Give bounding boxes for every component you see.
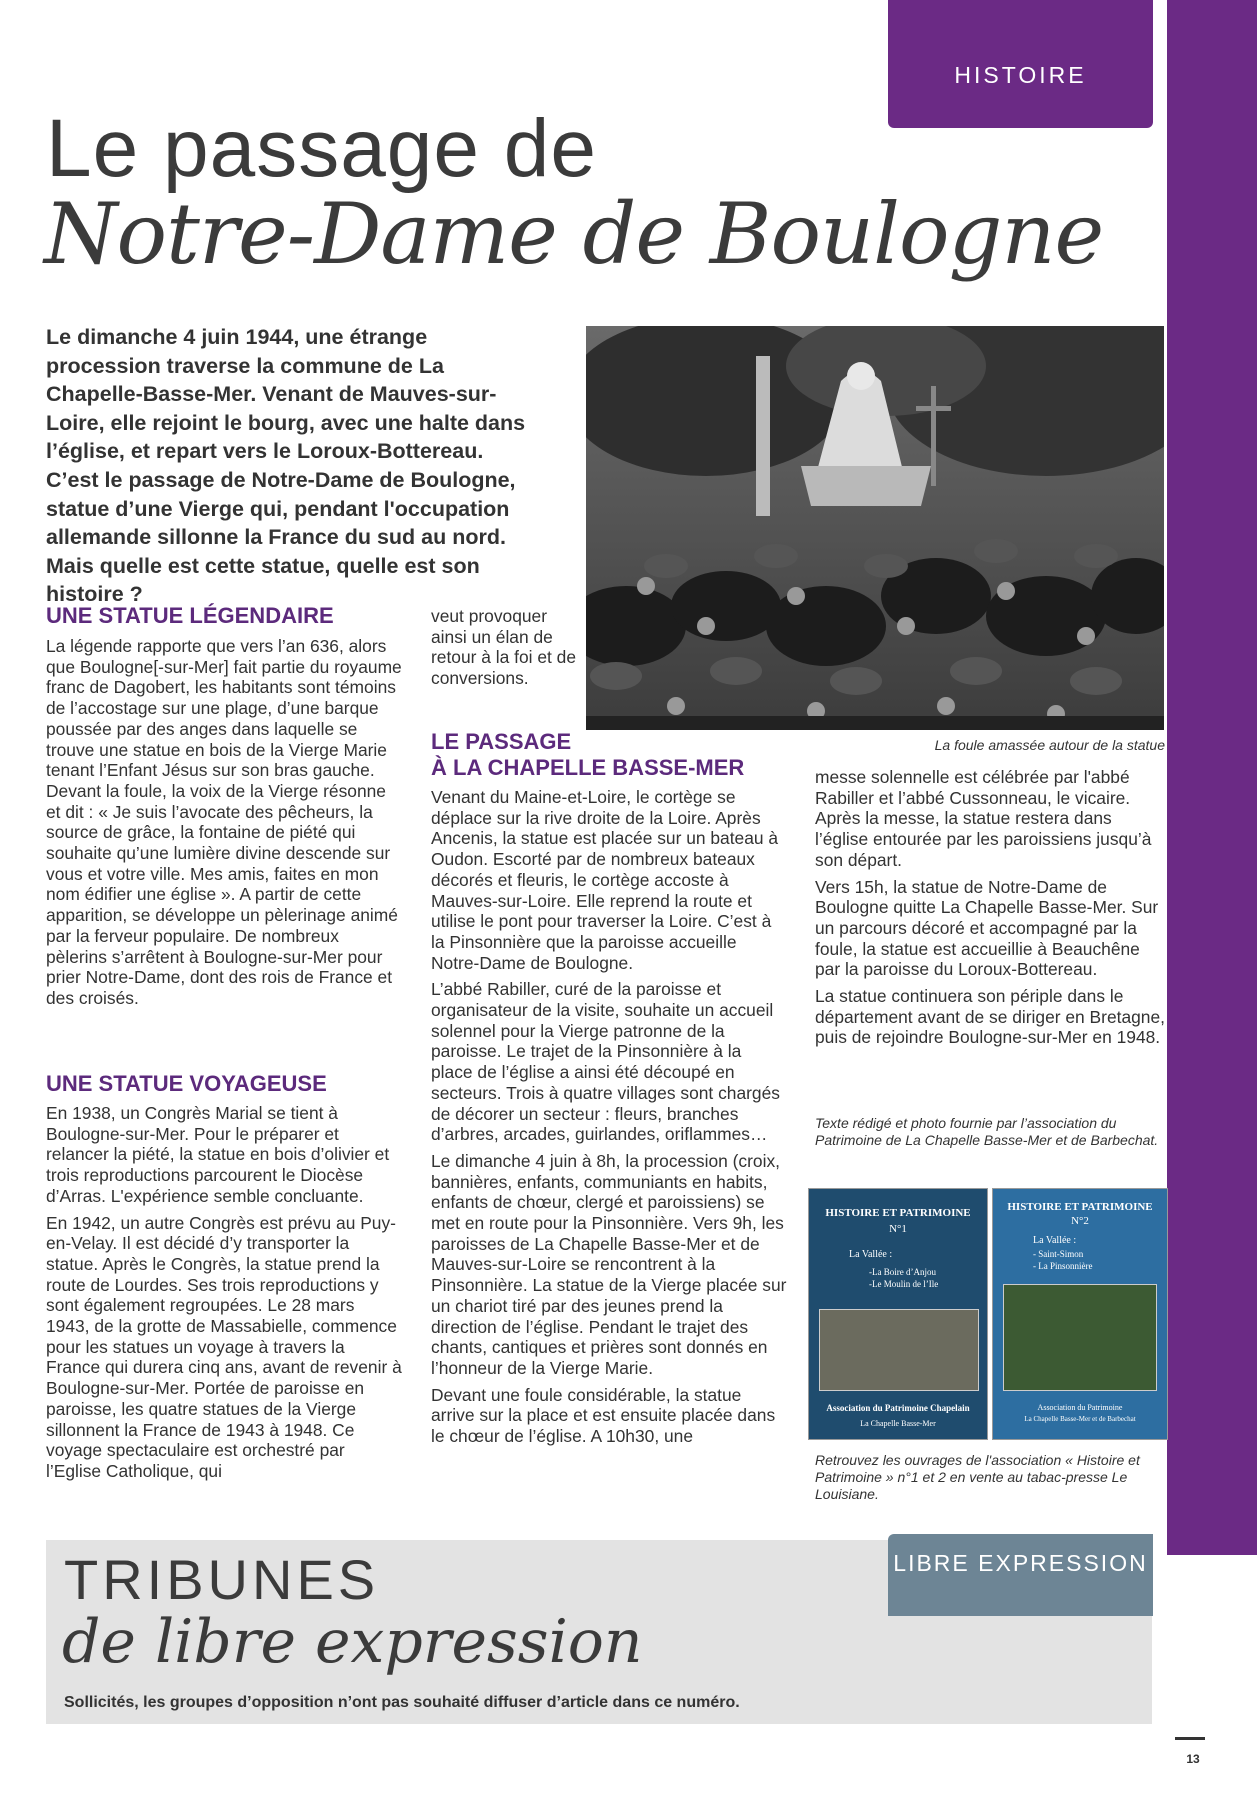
book-publisher: Association du Patrimoine Chapelain <box>826 1403 970 1413</box>
page-title-line1: Le passage de <box>46 103 598 194</box>
book-publisher: Association du Patrimoine <box>1037 1403 1123 1412</box>
book-item: -Le Moulin de l’Ile <box>869 1279 939 1289</box>
page-number-rule <box>1175 1737 1205 1740</box>
book-item: -La Boire d’Anjou <box>869 1267 936 1277</box>
paragraph: Venant du Maine-et-Loire, le cortège se déplace sur la rive droite de la Loire. Après Ancenis, la statue est placée sur un bateau à Oudon. Escorté par de nombreux bateaux décorés et fleuris, le cortège accoste à Mauves-sur-Loire. Elle reprend la route et utilise le pont pour traverser la Loire. C’est à la Pinsonnière que la paroisse accueille Notre-Dame de Boulogne. <box>431 787 779 973</box>
section-tab-label: HISTOIRE <box>954 62 1087 88</box>
book-photo <box>819 1309 979 1391</box>
section-title-voyageuse: UNE STATUE VOYAGEUSE <box>46 1071 327 1096</box>
section-tab-libre-expression <box>888 1534 1153 1616</box>
book-cover-2 <box>992 1188 1168 1440</box>
tribunes-title-line1: TRIBUNES <box>64 1548 380 1611</box>
book-subtitle: La Vallée : <box>1033 1235 1077 1246</box>
book-subtitle: La Vallée : <box>849 1249 893 1260</box>
side-strip <box>1167 355 1257 1555</box>
page-number: 13 <box>1186 1752 1200 1766</box>
paragraph: Vers 15h, la statue de Notre-Dame de Boulogne quitte La Chapelle Basse-Mer. Sur un parcours décoré et accompagné par la foule, la statue est accueillie à Beauchêne par la paroisse du Loroux-Bottereau. <box>815 876 1159 980</box>
column-legendaire <box>46 636 402 1015</box>
paragraph: L’abbé Rabiller, curé de la paroisse et organisateur de la visite, souhaite un accueil solennel pour la Vierge patronne de la paroisse. Le trajet de la Pinsonnière à la place de l’église a ainsi été découpé en secteurs. Trois à quatre villages sont chargés de décorer un secteur : fleurs, branches d’arbres, arcades, guirlandes, oriflammes… <box>431 979 780 1145</box>
books-caption: Retrouvez les ouvrages de l'association « Histoire et Patrimoine » n°1 et 2 en vente au tabac-presse Le Louisiane. <box>815 1452 1140 1502</box>
section-title-passage <box>431 729 744 781</box>
section-title-line2: À LA CHAPELLE BASSE-MER <box>431 755 745 780</box>
section-title-legendaire: UNE STATUE LÉGENDAIRE <box>46 603 334 628</box>
intro-paragraph: Le dimanche 4 juin 1944, une étrange procession traverse la commune de La Chapelle-Basse-Mer. Venant de Mauves-sur-Loire, elle rejoint le bourg, avec une halte dans l’église, et repart vers le Loroux-Bottereau. C’est le passage de Notre-Dame de Boulogne, statue d’une Vierge qui, pendant l'occupation allemande sillonne la France du sud au nord. Mais quelle est cette statue, quelle est son histoire ? <box>46 325 526 607</box>
photo-credit: Texte rédigé et photo fournie par l’association du Patrimoine de La Chapelle Basse-Mer et de Barbechat. <box>815 1115 1159 1148</box>
book-title: HISTOIRE ET PATRIMOINE <box>1007 1201 1153 1213</box>
paragraph: La légende rapporte que vers l’an 636, alors que Boulogne[-sur-Mer] fait partie du royaume franc de Dagobert, les habitants sont témoins de l’accostage sur une plage, d’une barque poussée par des anges dans laquelle se trouve une statue en bois de la Vierge Marie tenant l’Enfant Jésus sur son bras gauche. Devant la foule, la voix de la Vierge résonne et dit : « Je suis l’avocate des pêcheurs, la source de grâce, la fontaine de piété qui souhaite qu’une lumière divine descende sur vous et votre ville. Mes amis, faites en mon nom édifier une église ». A partir de cette apparition, se développe un pèlerinage animé par la ferveur populaire. De nombreux pèlerins s’arrêtent à Boulogne-sur-Mer pour prier Notre-Dame, dont des rois de France et des croisés. <box>46 636 402 1008</box>
section-tab-label: LIBRE EXPRESSION <box>893 1550 1148 1576</box>
section-title-line1: LE PASSAGE <box>431 729 572 754</box>
column-voyageuse-continued <box>431 606 581 695</box>
paragraph: La statue continuera son périple dans le département avant de se diriger en Bretagne, puis de rejoindre Boulogne-sur-Mer en 1948. <box>815 986 1165 1048</box>
tribunes-title-line2: de libre expression <box>62 1607 643 1677</box>
column-passage-continued <box>815 767 1165 1054</box>
page-title-line2: Notre-Dame de Boulogne <box>44 185 1104 283</box>
column-voyageuse <box>46 1103 402 1488</box>
book-place: La Chapelle Basse-Mer et de Barbechat <box>1024 1415 1136 1423</box>
book-number: N°2 <box>1071 1215 1089 1227</box>
book-place: La Chapelle Basse-Mer <box>860 1419 936 1428</box>
section-tab-histoire <box>888 0 1153 128</box>
book-title: HISTOIRE ET PATRIMOINE <box>825 1207 971 1219</box>
paragraph: Devant une foule considérable, la statue arrive sur la place et est ensuite placée dans le chœur de l’église. A 10h30, une <box>431 1384 776 1447</box>
book-item: - La Pinsonnière <box>1033 1261 1093 1271</box>
side-strip-top <box>1167 0 1257 355</box>
paragraph: En 1942, un autre Congrès est prévu au Puy-en-Velay. Il est décidé d’y transporter la statue. Après le Congrès, la statue prend la route de Lourdes. Ses trois reproductions y sont également regroupées. Le 28 mars 1943, de la grotte de Massabielle, commence pour les statues un voyage à travers la France qui durera cinq ans, avant de revenir à Boulogne-sur-Mer. Portée de paroisse en paroisse, les quatre statues de la Vierge sillonnent la France de 1943 à 1948. Ce voyage spectaculaire est orchestré par l’Eglise Catholique, qui <box>46 1212 402 1481</box>
column-passage <box>431 787 787 1453</box>
book-photo <box>1003 1284 1157 1391</box>
tribunes-text: Sollicités, les groupes d’opposition n’ont pas souhaité diffuser d’article dans ce numéro. <box>64 1694 740 1711</box>
book-item: - Saint-Simon <box>1033 1249 1084 1259</box>
paragraph: veut provoquer ainsi un élan de retour à la foi et de conversions. <box>431 606 577 689</box>
book-number: N°1 <box>889 1223 907 1235</box>
photo-caption: La foule amassée autour de la statue <box>934 737 1165 753</box>
paragraph: messe solennelle est célébrée par l'abbé Rabiller et l’abbé Cussonneau, le vicaire. Après la messe, la statue restera dans l’église entourée par les paroissiens jusqu’à son départ. <box>815 767 1152 870</box>
procession-photo <box>586 326 1164 730</box>
book-cover-1 <box>808 1188 988 1440</box>
paragraph: En 1938, un Congrès Marial se tient à Boulogne-sur-Mer. Pour le préparer et relancer la piété, la statue en bois d’olivier et trois reproductions parcourent le Diocèse d’Arras. L'expérience semble concluante. <box>46 1103 390 1206</box>
paragraph: Le dimanche 4 juin à 8h, la procession (croix, bannières, enfants, communiants en habits, enfants de chœur, clergé et paroissiens) se met en route pour la Pinsonnière. Vers 9h, les paroisses de La Chapelle Basse-Mer et de Mauves-sur-Loire se rencontrent à la Pinsonnière. La statue de la Vierge placée sur un chariot tiré par des jeunes prend la direction de l’église. Pendant le trajet des chants, cantiques et prières sont donnés en l’honneur de la Vierge Marie. <box>431 1150 787 1378</box>
